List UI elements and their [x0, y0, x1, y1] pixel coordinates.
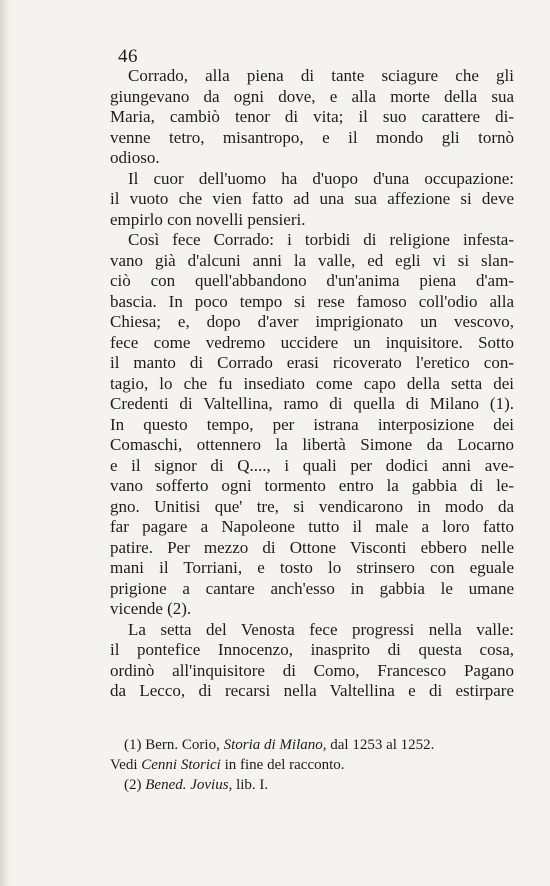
body-text — [110, 66, 514, 702]
text-line: il vuoto che vien fatto ad una sua affezione si deve — [110, 189, 514, 208]
page-spine-shadow — [0, 0, 10, 886]
text-line: fece come vedremo uccidere un inquisitore. Sotto — [110, 332, 514, 352]
text-line: prigione a cantare anch'esso in gabbia le umane — [110, 578, 514, 598]
text-line: patire. Per mezzo di Ottone Visconti ebbero nelle — [110, 537, 514, 557]
text-line: da Lecco, di recarsi nella Valtellina e di estirpare — [110, 681, 514, 700]
page-number: 46 — [118, 46, 138, 67]
text-line: ordinò all'inquisitore di Como, Francesco Pagano — [110, 660, 514, 680]
text-line: vano già d'alcuni anni la valle, ed egli vi si slan- — [110, 250, 514, 270]
footnote-1-line2-prefix: Vedi — [110, 757, 138, 773]
footnotes — [110, 735, 514, 795]
footnote-2-prefix: (2) — [124, 777, 142, 793]
footnote-1-title: Storia di Milano — [223, 737, 323, 753]
footnote-1-prefix: (1) Bern. Corio, — [124, 737, 220, 753]
footnote-2-suffix: , lib. I. — [228, 777, 269, 793]
text-line: In questo tempo, per istrana interposizione dei — [110, 414, 514, 434]
text-line: Così fece Corrado: i torbidi di religione infesta- — [128, 230, 514, 249]
text-line: Il cuor dell'uomo ha d'uopo d'una occupazione: — [128, 168, 514, 188]
footnote-1-line2-suffix: in fine del racconto. — [224, 757, 345, 773]
text-line: e il signor di Q...., i quali per dodici anni ave- — [110, 455, 514, 475]
footnote-1-continuation — [110, 755, 514, 775]
footnote-1-suffix: , dal 1253 al 1252. — [322, 737, 435, 753]
text-line: Comaschi, ottennero la libertà Simone da Locarno — [110, 435, 514, 454]
text-line: odioso. — [110, 148, 160, 167]
text-line: Chiesa; e, dopo d'aver imprigionato un vescovo, — [110, 312, 514, 331]
text-line: bascia. In poco tempo si rese famoso coll'odio alla — [110, 291, 514, 311]
text-line: tagio, lo che fu insediato come capo della setta dei — [110, 373, 514, 393]
text-line: il pontefice Innocenzo, inasprito di questa cosa, — [110, 640, 514, 659]
footnote-2-title: Bened. Jovius — [145, 777, 229, 793]
footnote-2 — [110, 775, 514, 795]
text-line: Maria, cambiò tenor di vita; il suo carattere di- — [110, 107, 514, 126]
footnote-1-line2-title: Cenni Storici — [141, 757, 221, 773]
text-line: empirlo con novelli pensieri. — [110, 209, 306, 229]
text-line: il manto di Corrado erasi ricoverato l'eretico con- — [110, 353, 514, 372]
text-line: venne tetro, misantropo, e il mondo gli tornò — [110, 127, 514, 147]
text-line: ciò con quell'abbandono d'un'anima piena d'am- — [110, 271, 514, 290]
text-line: vicende (2). — [110, 599, 192, 618]
text-line: vano sofferto ogni tormento entro la gabbia di le- — [110, 476, 514, 495]
footnote-1 — [110, 735, 514, 755]
text-line: far pagare a Napoleone tutto il male a loro fatto — [110, 517, 514, 536]
text-line: Credenti di Valtellina, ramo di quella di Milano (1). — [110, 394, 514, 413]
text-line: mani il Torriani, e tosto lo strinsero con eguale — [110, 558, 514, 577]
text-line: gno. Unitisi que' tre, si vendicarono in modo da — [110, 496, 514, 516]
text-line: Corrado, alla piena di tante sciagure che gli — [128, 66, 514, 85]
text-line: giungevano da ogni dove, e alla morte della sua — [110, 86, 514, 106]
text-line: La setta del Venosta fece progressi nella valle: — [128, 619, 514, 639]
